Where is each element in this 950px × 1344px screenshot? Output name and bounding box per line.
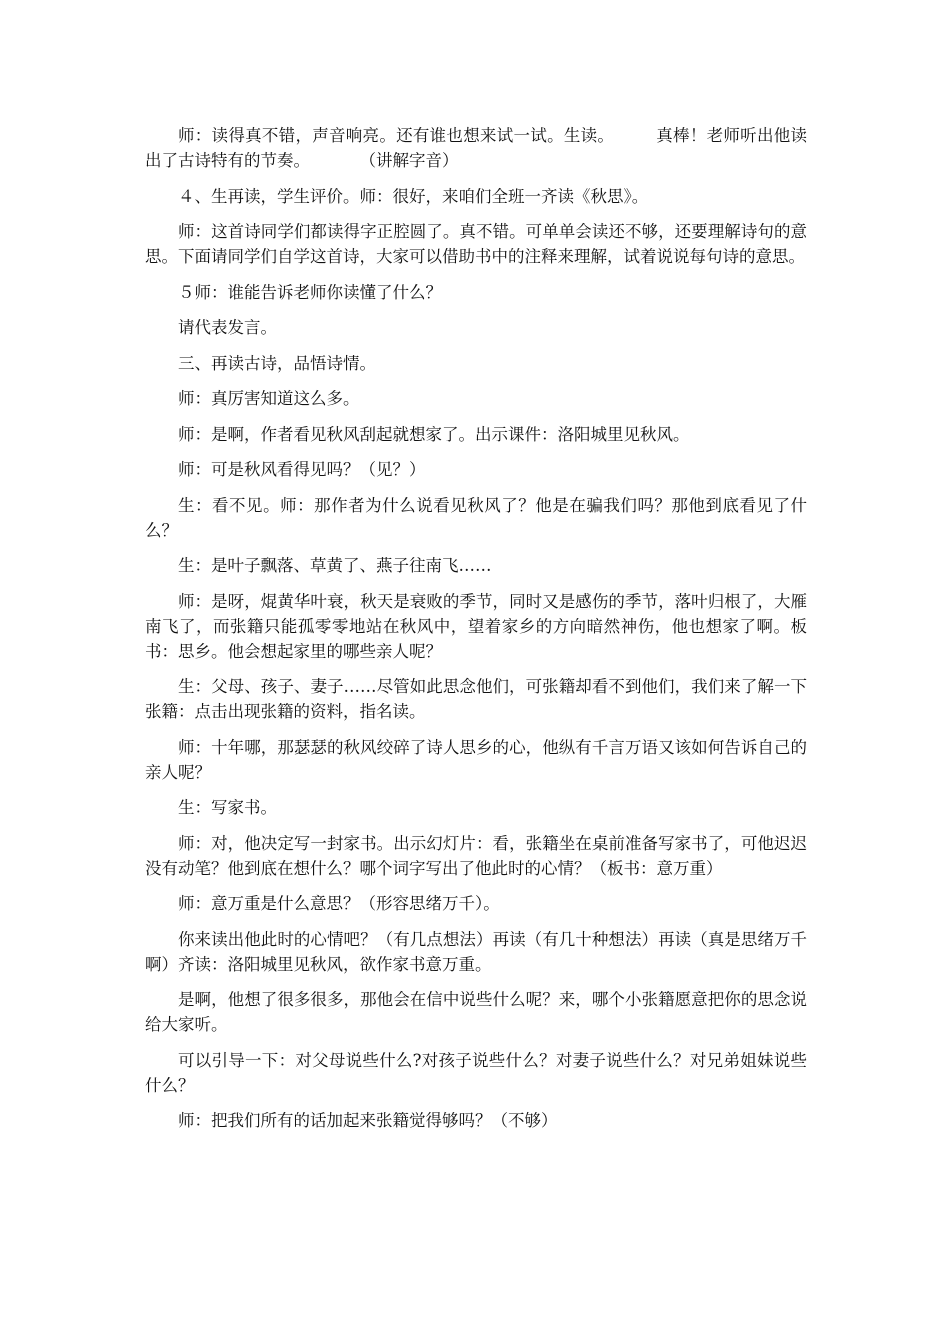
paragraph: 师：可是秋风看得见吗？（见？） <box>178 460 426 479</box>
paragraph: 生：写家书。 <box>178 798 277 817</box>
paragraph: 师：是呀，焜黄华叶衰，秋天是衰败的季节，同时又是感伤的季节，落叶归根了，大雁南飞了，而张籍只能孤零零地站在秋风中，望着家乡的方向暗然神伤，他也想家了啊。板书：思乡。他会想起家里的哪些亲人呢？ <box>145 591 807 661</box>
paragraph: 生：父母、孩子、妻子……尽管如此思念他们，可张籍却看不到他们，我们来了解一下张籍：点击出现张籍的资料，指名读。 <box>145 677 807 721</box>
paragraph: 是啊，他想了很多很多，那他会在信中说些什么呢？来，哪个小张籍愿意把你的思念说给大家听。 <box>145 990 807 1034</box>
paragraph: 师：读得真不错，声音响亮。还有谁也想来试一试。生读。 真棒！老师听出他读出了古诗特有的节奏。 （讲解字音） <box>145 126 807 170</box>
section-heading: 三、再读古诗，品悟诗情。 <box>178 353 376 373</box>
paragraph: 生：看不见。师：那作者为什么说看见秋风了？他是在骗我们吗？那他到底看见了什么？ <box>145 495 807 540</box>
paragraph: 请代表发言。 <box>178 318 277 337</box>
paragraph: 师：这首诗同学们都读得字正腔圆了。真不错。可单单会读还不够，还要理解诗句的意思。下面请同学们自学这首诗，大家可以借助书中的注释来理解，试着说说每句诗的意思。 <box>145 222 807 266</box>
paragraph: 师：真厉害知道这么多。 <box>178 389 360 408</box>
paragraph: 你来读出他此时的心情吧？（有几点想法）再读（有几十种想法）再读（真是思绪万千啊）齐读：洛阳城里见秋风，欲作家书意万重。 <box>145 929 807 974</box>
paragraph: 师：把我们所有的话加起来张籍觉得够吗？（不够） <box>178 1111 558 1130</box>
paragraph: 师：对，他决定写一封家书。出示幻灯片：看，张籍坐在桌前准备写家书了，可他迟迟没有动笔？他到底在想什么？哪个词字写出了他此时的心情？（板书：意万重） <box>145 833 807 878</box>
paragraph: 可以引导一下：对父母说些什么?对孩子说些什么？对妻子说些什么？对兄弟姐妹说些什么？ <box>145 1050 807 1095</box>
paragraph: ４、生再读，学生评价。师：很好，来咱们全班一齐读《秋思》。 <box>178 186 649 206</box>
paragraph: ５师：谁能告诉老师你读懂了什么？ <box>178 282 442 302</box>
document-body <box>145 123 807 1144</box>
paragraph: 师：十年哪，那瑟瑟的秋风绞碎了诗人思乡的心，他纵有千言万语又该如何告诉自己的亲人呢？ <box>145 737 807 782</box>
paragraph: 生：是叶子飘落、草黄了、燕子往南飞…… <box>178 556 492 575</box>
paragraph: 师：是啊，作者看见秋风刮起就想家了。出示课件：洛阳城里见秋风。 <box>178 424 690 444</box>
paragraph: 师：意万重是什么意思？（形容思绪万千）。 <box>178 894 500 913</box>
